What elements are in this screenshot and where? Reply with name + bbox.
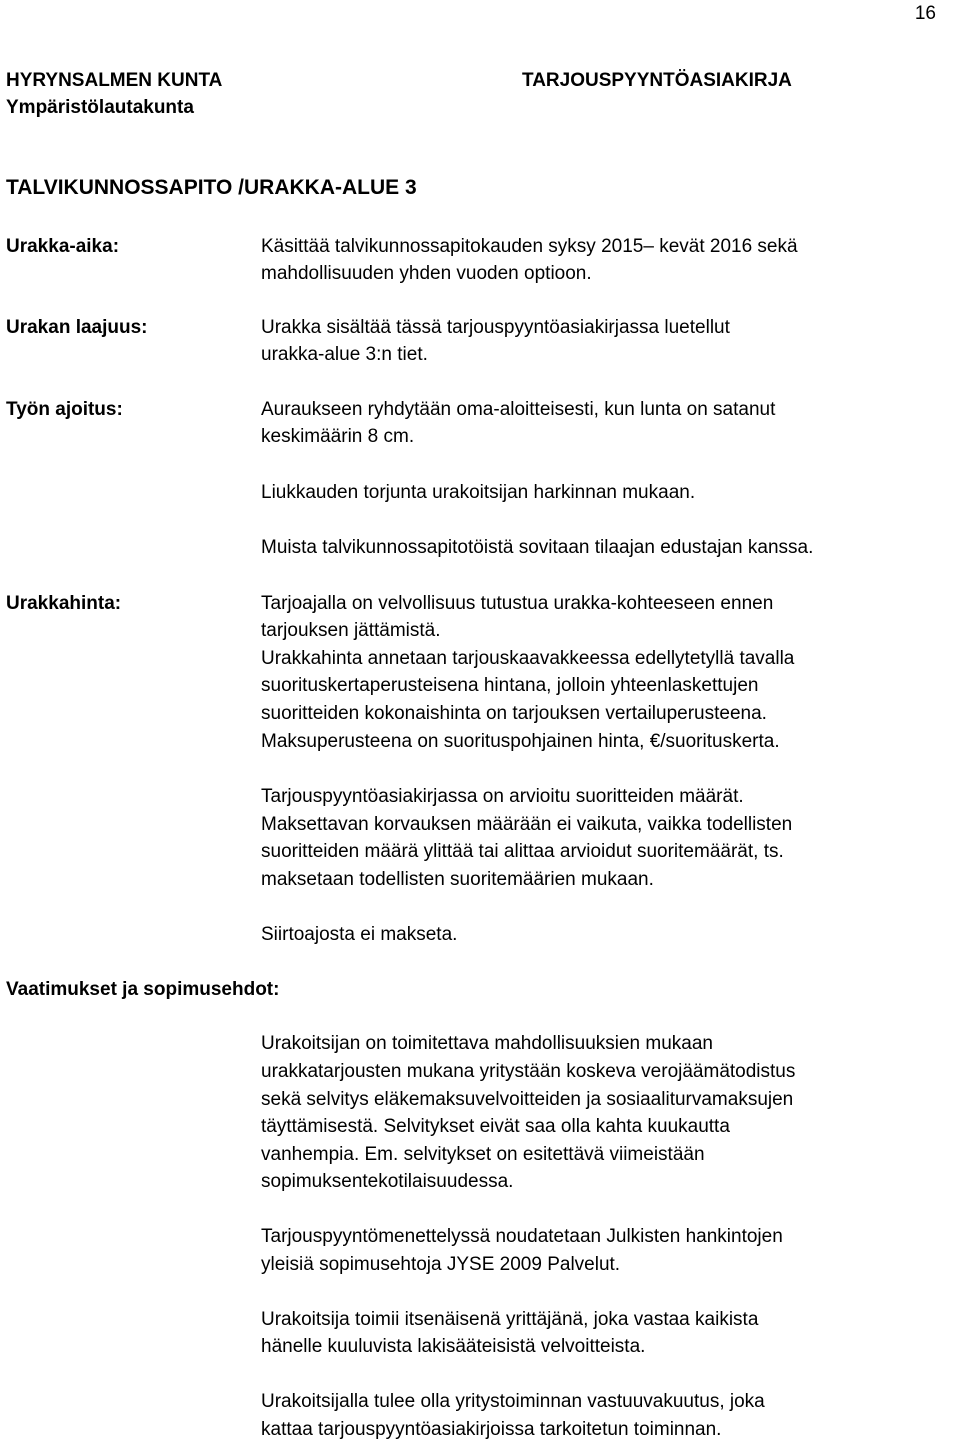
page-number: 16 <box>914 3 936 24</box>
vakuutus-line: Urakoitsijalla tulee olla yritystoiminnan vastuuvakuutus, joka <box>261 1391 765 1412</box>
vaatimukset-line: täyttämisestä. Selvitykset eivät saa olla kahta kuukautta <box>261 1116 730 1137</box>
urakan-laajuus-line: Urakka sisältää tässä tarjouspyyntöasiakirjassa luetellut <box>261 317 730 338</box>
urakan-laajuus-line: urakka-alue 3:n tiet. <box>261 344 428 365</box>
label-urakkahinta: Urakkahinta: <box>6 593 122 614</box>
vaatimukset-line: vanhempia. Em. selvitykset on esitettävä viimeistään <box>261 1144 705 1165</box>
liukkauden-torjunta-text: Liukkauden torjunta urakoitsijan harkinnan mukaan. <box>261 482 696 503</box>
document-type: TARJOUSPYYNTÖASIAKIRJA <box>522 70 792 91</box>
urakkahinta-line: Urakkahinta annetaan tarjouskaavakkeessa edellytetyllä tavalla <box>261 648 795 669</box>
tyon-ajoitus-line: keskimäärin 8 cm. <box>261 426 415 447</box>
urakkahinta-maarat-line: Maksettavan korvauksen määrään ei vaikuta, vaikka todellisten <box>261 814 793 835</box>
yrittaja-line: Urakoitsija toimii itsenäisenä yrittäjänä, joka vastaa kaikista <box>261 1309 759 1330</box>
yrittaja-line: hänelle kuuluvista lakisääteisistä velvoitteista. <box>261 1336 646 1357</box>
label-urakka-aika: Urakka-aika: <box>6 236 120 257</box>
tyon-ajoitus-line: Auraukseen ryhdytään oma-aloitteisesti, kun lunta on satanut <box>261 399 776 420</box>
vakuutus-line: kattaa tarjouspyyntöasiakirjoissa tarkoitetun toiminnan. <box>261 1419 722 1440</box>
document-title: TALVIKUNNOSSAPITO /URAKKA-ALUE 3 <box>6 176 417 199</box>
urakka-aika-line: mahdollisuuden yhden vuoden optioon. <box>261 263 592 284</box>
urakkahinta-line: Tarjoajalla on velvollisuus tutustua urakka-kohteeseen ennen <box>261 593 774 614</box>
organization-name: HYRYNSALMEN KUNTA <box>6 70 223 91</box>
jyse-line: Tarjouspyyntömenettelyssä noudatetaan Julkisten hankintojen <box>261 1226 783 1247</box>
urakkahinta-maarat-line: suoritteiden määrä ylittää tai alittaa arvioidut suoritemäärät, ts. <box>261 841 784 862</box>
muut-tyot-text: Muista talvikunnossapitotöistä sovitaan tilaajan edustajan kanssa. <box>261 537 814 558</box>
urakkahinta-maarat-line: maksetaan todellisten suoritemäärien mukaan. <box>261 869 654 890</box>
urakkahinta-line: suorituskertaperusteisena hintana, jolloin yhteenlaskettujen <box>261 675 759 696</box>
vaatimukset-line: urakkatarjousten mukana yritystään koskeva verojäämätodistus <box>261 1061 796 1082</box>
urakkahinta-line: suoritteiden kokonaishinta on tarjouksen vertailuperusteena. <box>261 703 767 724</box>
label-vaatimukset: Vaatimukset ja sopimusehdot: <box>6 979 280 1000</box>
urakkahinta-line: Maksuperusteena on suorituspohjainen hinta, €/suorituskerta. <box>261 731 780 752</box>
urakka-aika-line: Käsittää talvikunnossapitokauden syksy 2015– kevät 2016 sekä <box>261 236 798 257</box>
vaatimukset-line: sopimuksentekotilaisuudessa. <box>261 1171 514 1192</box>
label-urakan-laajuus: Urakan laajuus: <box>6 317 148 338</box>
department-name: Ympäristölautakunta <box>6 97 194 118</box>
vaatimukset-line: sekä selvitys eläkemaksuvelvoitteiden ja sosiaaliturvamaksujen <box>261 1089 794 1110</box>
urakkahinta-line: tarjouksen jättämistä. <box>261 620 441 641</box>
jyse-line: yleisiä sopimusehtoja JYSE 2009 Palvelut. <box>261 1254 621 1275</box>
urakkahinta-maarat-line: Tarjouspyyntöasiakirjassa on arvioitu suoritteiden määrät. <box>261 786 744 807</box>
label-tyon-ajoitus: Työn ajoitus: <box>6 399 123 420</box>
siirtoajo-text: Siirtoajosta ei makseta. <box>261 924 458 945</box>
vaatimukset-line: Urakoitsijan on toimitettava mahdollisuuksien mukaan <box>261 1033 714 1054</box>
